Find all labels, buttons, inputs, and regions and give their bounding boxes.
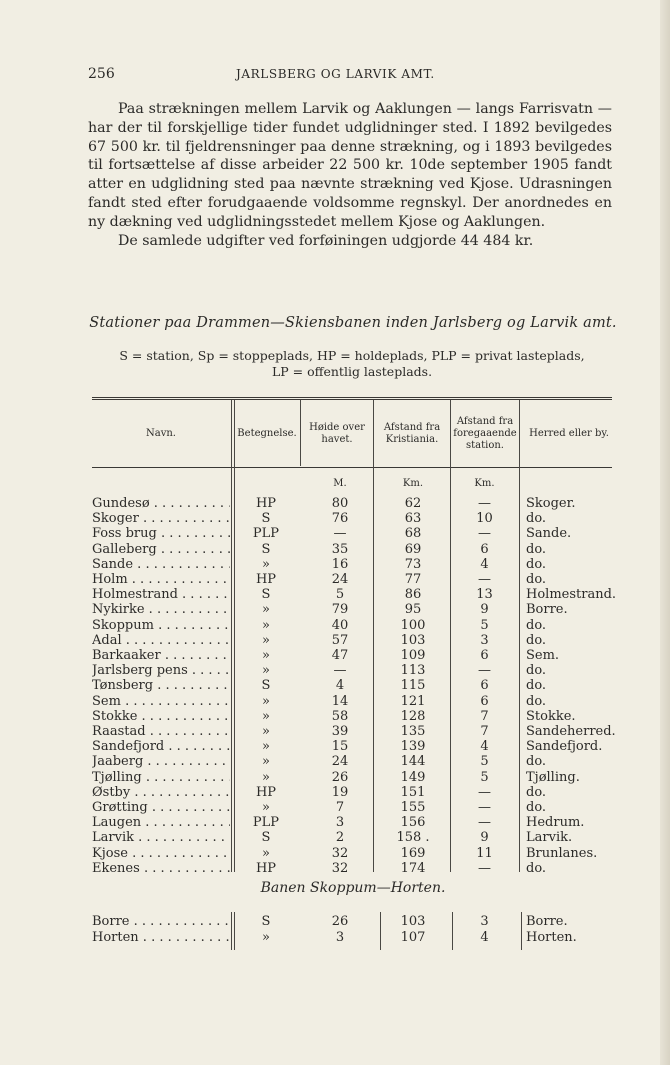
cell-bet: » [262, 602, 270, 618]
cell-afstand: 77 [404, 572, 422, 587]
cell-navn: Østby . . . [92, 785, 230, 800]
cell-navn: Adal . . . [92, 633, 230, 648]
cell-hoide: 58 [331, 708, 349, 724]
table-row [0, 526, 670, 541]
cell-hoide: 26 [331, 769, 349, 785]
cell-bet: » [262, 724, 270, 739]
cell-hoide: 16 [331, 556, 349, 572]
cell-fra: — [478, 663, 491, 679]
table-row [0, 572, 670, 587]
cell-navn: Holmestrand . . . [92, 587, 230, 602]
cell-bet: » [262, 663, 270, 679]
cell-bet: » [262, 693, 270, 709]
cell-hoide: — [333, 663, 347, 679]
cell-hoide: 19 [331, 784, 349, 800]
cell-navn: Laugen . . . [92, 815, 230, 830]
cell-herred: do. [526, 860, 547, 876]
cell-afstand: 103 [400, 914, 426, 929]
table-row [0, 739, 670, 754]
cell-fra: 7 [480, 724, 489, 739]
table-row [0, 694, 670, 709]
cell-afstand: 151 [400, 784, 426, 800]
cell-hoide: 76 [331, 511, 349, 527]
cell-afstand: 86 [404, 587, 422, 603]
cell-afstand: 68 [404, 526, 422, 542]
cell-navn: Tønsberg . . . [92, 678, 230, 693]
cell-bet: S [261, 678, 271, 694]
table-row [0, 511, 670, 526]
unit-afstand: Km. [402, 478, 424, 489]
table-row [0, 770, 670, 785]
cell-afstand: 169 [400, 845, 426, 861]
cell-herred: do. [526, 556, 547, 572]
unit-hoide: M. [333, 478, 347, 489]
table-row [0, 724, 670, 739]
cell-bet: » [262, 754, 270, 770]
table-row [0, 914, 670, 929]
cell-herred: do. [526, 572, 547, 587]
cell-navn: Borre . . . [92, 914, 230, 929]
cell-navn: Ekenes . . . [92, 861, 230, 876]
legend [88, 348, 616, 380]
cell-fra: — [478, 800, 491, 815]
cell-afstand: 121 [400, 693, 426, 709]
cell-hoide: — [333, 526, 347, 542]
cell-bet: » [262, 845, 270, 861]
cell-afstand: 62 [404, 496, 422, 511]
table-row [0, 800, 670, 815]
cell-herred: Borre. [526, 602, 568, 618]
cell-fra: 9 [480, 602, 489, 618]
cell-hoide: 3 [335, 929, 345, 945]
cell-hoide: 3 [335, 815, 345, 831]
cell-fra: 6 [480, 693, 489, 709]
cell-hoide: 80 [331, 496, 349, 511]
column-header-hoide: Høide over havet. [309, 422, 365, 445]
cell-fra: — [478, 784, 491, 800]
cell-navn: Horten . . . [92, 930, 230, 945]
table-row [0, 709, 670, 724]
cell-fra: 4 [480, 929, 489, 945]
column-header-fra: Afstand fra foregaaende station. [453, 416, 517, 451]
subsection-title: Banen Skoppum—Horten. [260, 880, 446, 896]
cell-afstand: 158 . [396, 830, 430, 846]
cell-bet: » [262, 648, 270, 663]
cell-afstand: 69 [404, 541, 422, 557]
cell-fra: 5 [480, 769, 489, 785]
section-title: Stationer paa Drammen—Skiensbanen inden Jarlsberg og Larvik amt. [89, 315, 617, 331]
cell-herred: Sandefjord. [526, 739, 603, 755]
cell-herred: do. [526, 693, 547, 709]
cell-herred: do. [526, 511, 547, 527]
cell-herred: Sande. [526, 526, 572, 542]
cell-navn: Larvik . . . [92, 830, 230, 845]
column-divider [300, 400, 301, 466]
cell-herred: Larvik. [526, 830, 573, 846]
cell-herred: Borre. [526, 914, 568, 929]
table-row [0, 815, 670, 830]
cell-afstand: 135 [400, 724, 426, 739]
cell-fra: 4 [480, 556, 489, 572]
table-row [0, 785, 670, 800]
cell-bet: PLP [252, 815, 280, 831]
page-number: 256 [88, 66, 115, 82]
cell-afstand: 139 [400, 739, 426, 755]
cell-fra: — [478, 496, 491, 511]
cell-navn: Raastad . . . [92, 724, 230, 739]
cell-afstand: 63 [404, 511, 422, 527]
cell-navn: Stokke . . . [92, 709, 230, 724]
cell-navn: Sandefjord . . . [92, 739, 230, 754]
table-row [0, 602, 670, 617]
cell-afstand: 113 [400, 663, 426, 679]
cell-herred: do. [526, 754, 547, 770]
cell-fra: 6 [480, 678, 489, 694]
table-row [0, 846, 670, 861]
column-header-navn: Navn. [146, 428, 176, 439]
cell-afstand: 95 [404, 602, 422, 618]
cell-hoide: 4 [335, 678, 345, 694]
table-row [0, 496, 670, 511]
legend-line-2: LP = offentlig lasteplads. [271, 364, 433, 379]
cell-navn: Sande . . . [92, 557, 230, 572]
cell-navn: Skoger . . . [92, 511, 230, 526]
cell-herred: Horten. [526, 929, 577, 945]
cell-bet: S [261, 587, 271, 603]
cell-herred: Stokke. [526, 708, 576, 724]
cell-herred: Sem. [526, 648, 560, 663]
cell-herred: Hedrum. [526, 815, 585, 831]
cell-fra: 4 [480, 739, 489, 755]
table-row [0, 663, 670, 678]
cell-fra: 11 [476, 845, 493, 861]
cell-hoide: 24 [331, 572, 349, 587]
cell-hoide: 57 [331, 632, 349, 648]
running-title: JARLSBERG OG LARVIK AMT. [236, 67, 435, 81]
column-header-afstand: Afstand fra Kristiania. [383, 422, 441, 445]
cell-hoide: 2 [335, 830, 345, 846]
cell-afstand: 155 [400, 800, 426, 815]
cell-herred: Holmestrand. [526, 587, 617, 603]
cell-afstand: 73 [404, 556, 422, 572]
cell-herred: do. [526, 617, 547, 633]
table-row [0, 633, 670, 648]
cell-herred: do. [526, 800, 547, 815]
cell-navn: Foss brug . . . [92, 526, 230, 541]
cell-herred: do. [526, 632, 547, 648]
cell-bet: S [261, 541, 271, 557]
cell-bet: » [262, 929, 270, 945]
cell-afstand: 115 [400, 678, 426, 694]
cell-bet: S [261, 511, 271, 527]
cell-bet: S [261, 830, 271, 846]
cell-afstand: 144 [400, 754, 426, 770]
table-row [0, 557, 670, 572]
cell-fra: 13 [476, 587, 493, 603]
cell-bet: » [262, 632, 270, 648]
cell-fra: 7 [480, 708, 489, 724]
cell-hoide: 32 [331, 845, 349, 861]
cell-herred: Skoger. [526, 496, 576, 511]
cell-bet: HP [255, 784, 277, 800]
cell-hoide: 7 [335, 800, 345, 815]
cell-bet: HP [255, 860, 277, 876]
cell-afstand: 156 [400, 815, 426, 831]
cell-fra: 10 [476, 511, 493, 527]
cell-bet: » [262, 769, 270, 785]
cell-bet: S [261, 914, 271, 929]
cell-navn: Jarlsberg pens . . . [92, 663, 230, 678]
cell-herred: do. [526, 541, 547, 557]
cell-hoide: 5 [335, 587, 345, 603]
cell-navn: Jaaberg . . . [92, 754, 230, 769]
cell-navn: Nykirke . . . [92, 602, 230, 617]
table-row [0, 678, 670, 693]
paragraph-text-2: De samlede udgifter ved forføiningen udgjorde 44 484 kr. [118, 232, 534, 249]
column-header-betegnelse: Betegnelse. [237, 428, 297, 439]
cell-herred: do. [526, 663, 547, 679]
cell-fra: 9 [480, 830, 489, 846]
cell-afstand: 100 [400, 617, 426, 633]
cell-navn: Skoppum . . . [92, 618, 230, 633]
cell-afstand: 128 [400, 708, 426, 724]
cell-bet: HP [255, 496, 277, 511]
cell-hoide: 14 [331, 693, 349, 709]
body-paragraph [88, 100, 612, 250]
cell-hoide: 40 [331, 617, 349, 633]
cell-bet: PLP [252, 526, 280, 542]
cell-hoide: 79 [331, 602, 349, 618]
cell-navn: Grøtting . . . [92, 800, 230, 815]
cell-navn: Gundesø . . . [92, 496, 230, 511]
cell-afstand: 149 [400, 769, 426, 785]
cell-hoide: 35 [331, 541, 349, 557]
table-row [0, 754, 670, 769]
cell-bet: » [262, 556, 270, 572]
table-header-rule [92, 467, 612, 468]
table-row [0, 930, 670, 945]
cell-herred: do. [526, 678, 547, 694]
column-header-herred: Herred eller by. [529, 428, 609, 439]
cell-navn: Galleberg . . . [92, 542, 230, 557]
table-row [0, 587, 670, 602]
cell-fra: — [478, 572, 491, 587]
cell-herred: Brunlanes. [526, 845, 598, 861]
cell-afstand: 109 [400, 648, 426, 663]
paragraph-text-1: Paa strækningen mellem Larvik og Aaklungen — langs Farrisvatn — har der til forskjellige tider fundet udglidninger sted. I 1892 bevilgedes 67 500 kr. til fjeldrensninger paa denne strækning, og i 1893 bevilgedes til fortsættelse af disse arbeider 22 500 kr. 10de september 1905 fandt atter en udglidning sted paa nævnte strækning ved Kjose. Udrasningen fandt sted efter forudgaaende voldsomme regnskyl. Der anordnedes en ny dækning ved udglidningsstedet mellem Kjose og Aaklungen. [88, 101, 612, 230]
cell-fra: 6 [480, 648, 489, 663]
cell-herred: Sandeherred. [526, 724, 616, 739]
cell-hoide: 24 [331, 754, 349, 770]
cell-navn: Sem . . . [92, 694, 230, 709]
cell-afstand: 174 [400, 860, 426, 876]
cell-fra: 6 [480, 541, 489, 557]
cell-fra: — [478, 526, 491, 542]
table-row [0, 830, 670, 845]
cell-fra: 5 [480, 617, 489, 633]
cell-navn: Tjølling . . . [92, 770, 230, 785]
cell-hoide: 39 [331, 724, 349, 739]
cell-hoide: 47 [331, 648, 349, 663]
cell-bet: » [262, 739, 270, 755]
legend-line-1: S = station, Sp = stoppeplads, HP = holdeplads, PLP = privat lasteplads, [119, 348, 585, 363]
cell-fra: — [478, 860, 491, 876]
cell-navn: Holm . . . [92, 572, 230, 587]
cell-fra: 5 [480, 754, 489, 770]
table-row [0, 618, 670, 633]
cell-navn: Kjose . . . [92, 846, 230, 861]
unit-fra: Km. [474, 478, 495, 489]
table-top-rule [92, 397, 612, 400]
cell-bet: » [262, 800, 270, 815]
table-row [0, 648, 670, 663]
cell-herred: Tjølling. [526, 769, 580, 785]
cell-fra: 3 [480, 632, 489, 648]
cell-hoide: 15 [331, 739, 349, 755]
cell-navn: Barkaaker . . . [92, 648, 230, 663]
cell-afstand: 103 [400, 632, 426, 648]
cell-fra: 3 [480, 914, 489, 929]
cell-bet: » [262, 617, 270, 633]
cell-fra: — [478, 815, 491, 831]
cell-hoide: 26 [331, 914, 349, 929]
cell-afstand: 107 [400, 929, 426, 945]
table-row [0, 542, 670, 557]
cell-bet: HP [255, 572, 277, 587]
cell-bet: » [262, 708, 270, 724]
cell-herred: do. [526, 784, 547, 800]
cell-hoide: 32 [331, 860, 349, 876]
table-row [0, 861, 670, 876]
